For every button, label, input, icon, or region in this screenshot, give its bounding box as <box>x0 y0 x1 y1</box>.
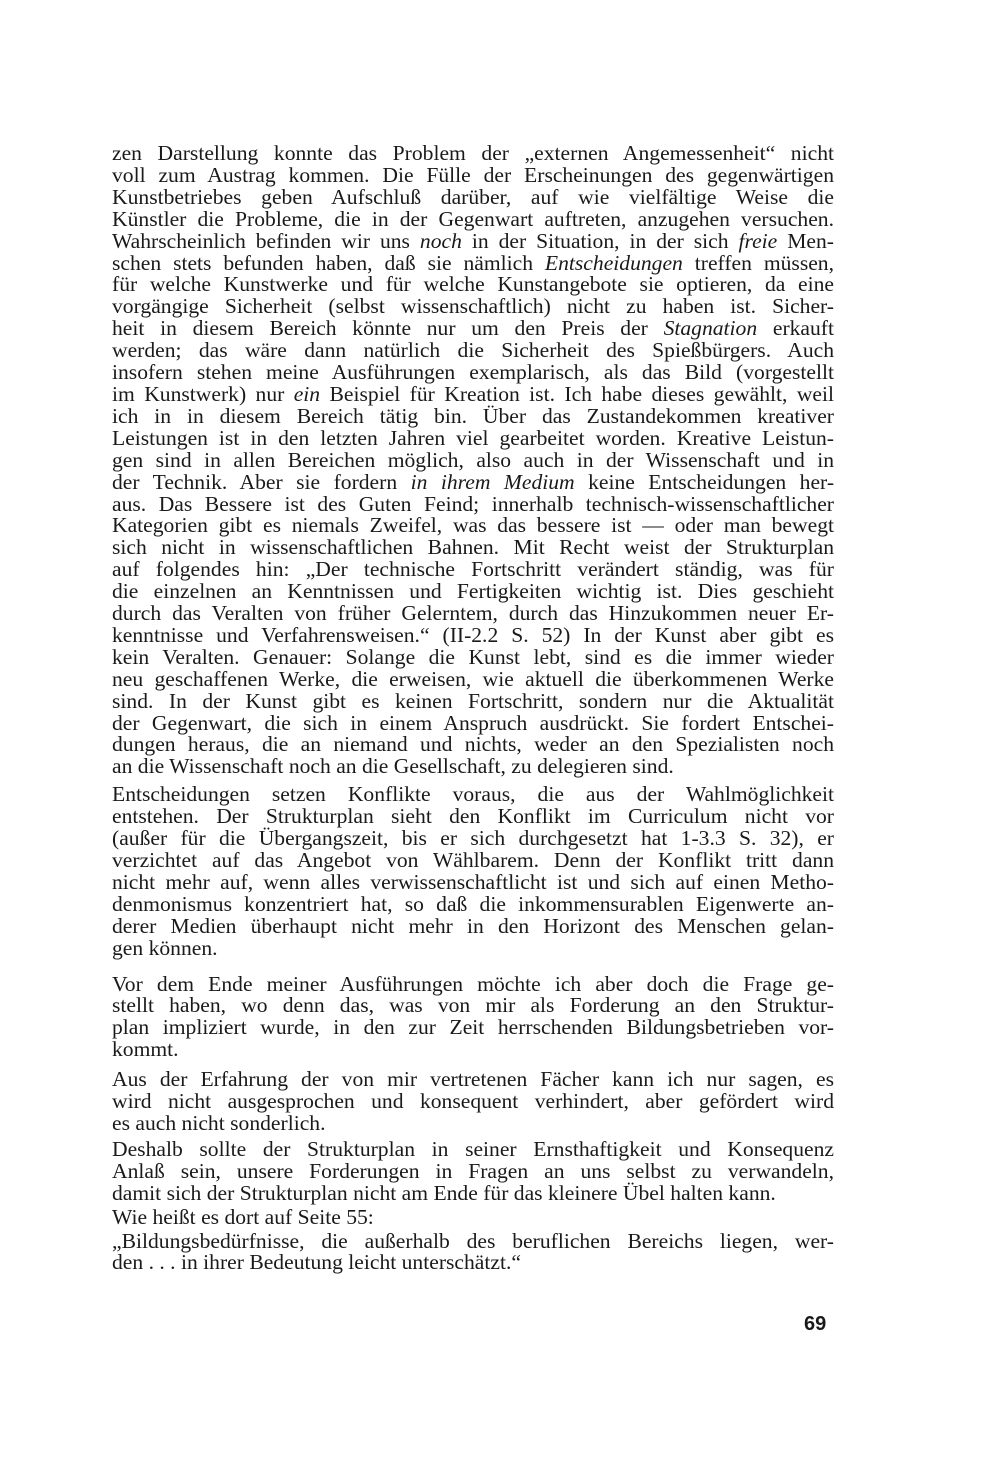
text-line: dungen heraus, die an niemand und nichts, weder an den Spezialisten noch <box>112 732 834 757</box>
paragraph <box>112 143 834 778</box>
text-line: Anlaß sein, unsere Forderungen in Fragen an uns selbst zu verwandeln, <box>112 1158 834 1183</box>
paragraph <box>112 1228 834 1275</box>
text-line: heit in diesem Bereich könnte nur um den Preis der Stagnation erkauft <box>112 316 834 341</box>
text-line: aus. Das Bessere ist des Guten Feind; innerhalb technisch-wissenschaftlicher <box>112 491 834 516</box>
text-line: kommt. <box>112 1037 179 1062</box>
text-line: die einzelnen an Kenntnissen und Fertigkeiten wichtig ist. Dies geschieht <box>112 579 834 604</box>
paragraph <box>112 971 834 1062</box>
text-line: Leistungen ist in den letzten Jahren viel gearbeitet worden. Kreative Leistun- <box>112 425 834 450</box>
text-line: nicht mehr auf, wenn alles verwissenschaftlicht ist und sich auf einen Metho- <box>112 869 834 894</box>
body-text <box>112 143 834 1274</box>
text-line: derer Medien überhaupt nicht mehr in den Horizont des Menschen gelan- <box>112 913 834 938</box>
text-line: Wie heißt es dort auf Seite 55: <box>112 1204 374 1229</box>
text-line: stellt haben, wo denn das, was von mir als Forderung an den Struktur- <box>112 993 834 1018</box>
text-line: verzichtet auf das Angebot von Wählbarem. Denn der Konflikt tritt dann <box>112 848 834 872</box>
text-line: Deshalb sollte der Strukturplan in seiner Ernsthaftigkeit und Konsequenz <box>112 1136 834 1161</box>
text-line: kenntnisse und Verfahrensweisen.“ (II-2.2 S. 52) In der Kunst aber gibt es <box>112 622 834 647</box>
text-line: ich in in diesem Bereich tätig bin. Über das Zustandekommen kreativer <box>112 403 834 428</box>
text-line: Entscheidungen setzen Konflikte voraus, die aus der Wahlmöglichkeit <box>112 782 834 807</box>
text-line: gen sind in allen Bereichen möglich, also auch in der Wissenschaft und in <box>112 447 834 472</box>
text-line: vorgängige Sicherheit (selbst wissenschaftlich) nicht zu haben ist. Sicher- <box>112 294 834 319</box>
text-line: den . . . in ihrer Bedeutung leicht unterschätzt.“ <box>112 1250 521 1275</box>
text-line: für welche Kunstwerke und für welche Kunstangebote sie optieren, da eine <box>112 272 834 297</box>
text-line: sich nicht in wissenschaftlichen Bahnen. Mit Recht weist der Strukturplan <box>112 535 834 560</box>
text-line: im Kunstwerk) nur ein Beispiel für Kreation ist. Ich habe dieses gewählt, weil <box>112 381 834 406</box>
text-line: durch das Veralten von früher Gelerntem, durch das Hinzukommen neuer Er- <box>112 601 834 626</box>
text-line: zen Darstellung konnte das Problem der „externen Angemessenheit“ nicht <box>112 141 834 165</box>
text-line: es auch nicht sonderlich. <box>112 1110 326 1135</box>
text-line: sind. In der Kunst gibt es keinen Fortschritt, sondern nur die Aktualität <box>112 688 834 713</box>
text-line: denmonismus konzentriert hat, so daß die inkommensurablen Eigenwerte an- <box>112 891 834 916</box>
paragraph <box>112 1136 834 1205</box>
text-line: neu geschaffenen Werke, die erweisen, wie aktuell die überkommenen Werke <box>112 666 834 691</box>
paragraph <box>112 784 834 959</box>
text-line: Aus der Erfahrung der von mir vertretenen Fächer kann ich nur sagen, es <box>112 1067 834 1092</box>
text-line: Künstler die Probleme, die in der Gegenwart auftreten, anzugehen versuchen. <box>112 206 834 231</box>
text-line: der Gegenwart, die sich in einem Anspruch ausdrückt. Sie fordert Entschei- <box>112 710 834 735</box>
text-line: plan impliziert wurde, in den zur Zeit herrschenden Bildungsbetrieben vor- <box>112 1015 834 1040</box>
text-line: der Technik. Aber sie fordern in ihrem Medium keine Entscheidungen her- <box>112 469 835 494</box>
text-line: „Bildungsbedürfnisse, die außerhalb des beruflichen Bereichs liegen, wer- <box>112 1228 834 1253</box>
text-line: (außer für die Übergangszeit, bis er sich durchgesetzt hat 1-3.3 S. 32), er <box>112 826 834 851</box>
text-line: entstehen. Der Strukturplan sieht den Konflikt im Curriculum nicht vor <box>112 804 834 829</box>
text-line: gen können. <box>112 935 218 960</box>
text-line: schen stets befunden haben, daß sie nämlich Entscheidungen treffen müssen, <box>112 250 834 275</box>
paragraph <box>112 1069 834 1135</box>
text-line: kein Veralten. Genauer: Solange die Kunst lebt, sind es die immer wieder <box>112 644 834 669</box>
text-line: an die Wissenschaft noch an die Gesellschaft, zu delegieren sind. <box>112 754 674 779</box>
text-line: Kunstbetriebes geben Aufschluß darüber, auf wie vielfältige Weise die <box>112 184 834 209</box>
text-line: Kategorien gibt es niemals Zweifel, was das bessere ist — oder man bewegt <box>112 513 834 538</box>
text-line: Vor dem Ende meiner Ausführungen möchte ich aber doch die Frage ge- <box>112 971 834 996</box>
text-line: insofern stehen meine Ausführungen exemplarisch, als das Bild (vorgestellt <box>112 360 834 385</box>
text-line: werden; das wäre dann natürlich die Sicherheit des Spießbürgers. Auch <box>112 338 834 363</box>
text-line: Wahrscheinlich befinden wir uns noch in der Situation, in der sich freie Men- <box>112 228 834 253</box>
text-line: damit sich der Strukturplan nicht am Ende für das kleinere Übel halten kann. <box>112 1180 776 1205</box>
page-number: 69 <box>804 1313 827 1335</box>
text-line: wird nicht ausgesprochen und konsequent verhindert, aber gefördert wird <box>112 1089 834 1114</box>
paragraph <box>112 1204 834 1229</box>
text-line: auf folgendes hin: „Der technische Fortschritt verändert ständig, was für <box>112 557 834 582</box>
text-line: voll zum Austrag kommen. Die Fülle der Erscheinungen des gegenwärtigen <box>112 162 834 187</box>
